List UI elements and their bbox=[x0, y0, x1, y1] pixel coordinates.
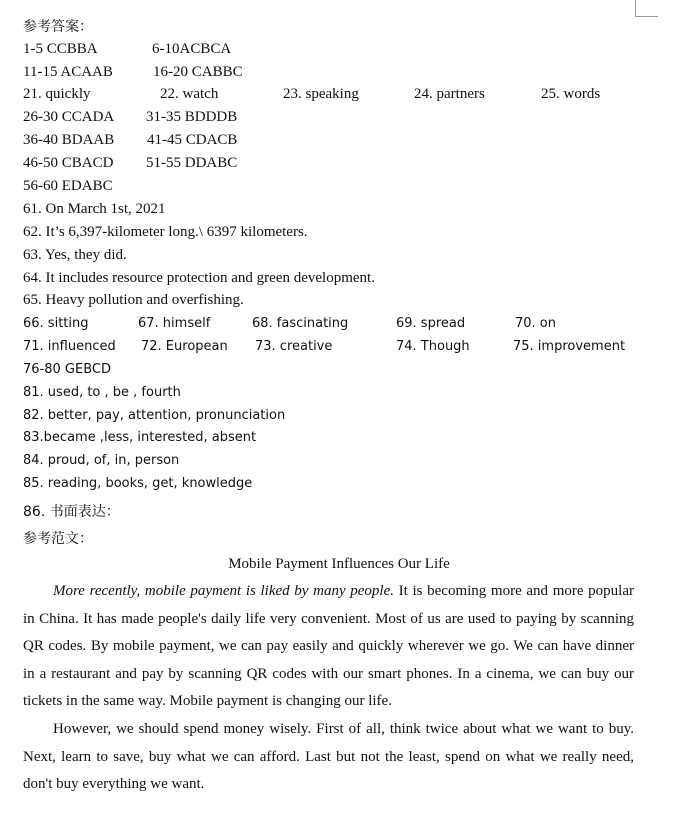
answer-line: 83.became ,less, interested, absent bbox=[23, 430, 257, 445]
answer-line: 65. Heavy pollution and overfishing. bbox=[23, 292, 244, 308]
answer-group: 75. improvement bbox=[513, 339, 626, 354]
essay-title: Mobile Payment Influences Our Life bbox=[228, 556, 450, 572]
answer-group: 22. watch bbox=[160, 86, 219, 102]
answer-group: 36-40 BDAAB bbox=[23, 132, 115, 148]
answer-line: 81. used, to , be , fourth bbox=[23, 385, 181, 400]
essay-paragraph-text: It is becoming more and more popular in China. It has made people's daily life very convenient. Most of us are used to paying by scanning QR codes. By mobile payment, we can pay easily and quickly wherever we go. We can have dinner in a restaurant and pay by scanning QR codes with our smart phones. In a cinema, we can buy our tickets in the same way. Mobile payment is changing our life. bbox=[23, 583, 635, 709]
answer-group: 16-20 CABBC bbox=[153, 64, 243, 80]
answer-line: 63. Yes, they did. bbox=[23, 247, 127, 263]
answer-group: 70. on bbox=[515, 316, 556, 331]
answer-group: 26-30 CCADA bbox=[23, 109, 115, 125]
answer-line: 82. better, pay, attention, pronunciation bbox=[23, 408, 286, 423]
answer-group: 72. European bbox=[141, 339, 228, 354]
essay-topic-sentence: More recently, mobile payment is liked by many people. bbox=[53, 583, 394, 599]
answer-group: 71. influenced bbox=[23, 339, 116, 354]
answer-group: 51-55 DDABC bbox=[146, 155, 238, 171]
answer-group: 67. himself bbox=[138, 316, 211, 331]
answer-group: 31-35 BDDDB bbox=[146, 109, 238, 125]
answer-group: 76-80 GEBCD bbox=[23, 362, 111, 377]
answer-group: 41-45 CDACB bbox=[147, 132, 238, 148]
answer-key-heading: 参考答案： bbox=[23, 19, 93, 35]
answer-group: 11-15 ACAAB bbox=[23, 64, 113, 80]
model-essay-label: 参考范文： bbox=[23, 531, 93, 547]
page-corner-mark bbox=[635, 0, 658, 17]
answer-group: 46-50 CBACD bbox=[23, 155, 114, 171]
answer-line: 85. reading, books, get, knowledge bbox=[23, 476, 253, 491]
answer-group: 73. creative bbox=[255, 339, 333, 354]
writing-section-label: 86. 书面表达： bbox=[23, 504, 120, 520]
answer-group: 24. partners bbox=[414, 86, 485, 102]
essay-paragraph: However, we should spend money wisely. First of all, think twice about what we want to buy. Next, learn to save, buy what we can afford. Last but not the least, spend on what we really need, don't buy everything we want. bbox=[23, 721, 634, 792]
answer-group: 56-60 EDABC bbox=[23, 178, 113, 194]
answer-line: 84. proud, of, in, person bbox=[23, 453, 180, 468]
answer-line: 61. On March 1st, 2021 bbox=[23, 201, 166, 217]
answer-group: 6-10ACBCA bbox=[152, 41, 232, 57]
answer-group: 21. quickly bbox=[23, 86, 91, 102]
answer-group: 1-5 CCBBA bbox=[23, 41, 98, 57]
answer-line: 64. It includes resource protection and green development. bbox=[23, 270, 375, 286]
answer-group: 25. words bbox=[541, 86, 601, 102]
answer-group: 74. Though bbox=[396, 339, 470, 354]
essay-paragraph bbox=[23, 578, 634, 716]
answer-group: 69. spread bbox=[396, 316, 466, 331]
answer-line: 62. It’s 6,397-kilometer long.\ 6397 kilometers. bbox=[23, 224, 308, 240]
answer-group: 23. speaking bbox=[283, 86, 359, 102]
answer-group: 68. fascinating bbox=[252, 316, 349, 331]
answer-group: 66. sitting bbox=[23, 316, 89, 331]
